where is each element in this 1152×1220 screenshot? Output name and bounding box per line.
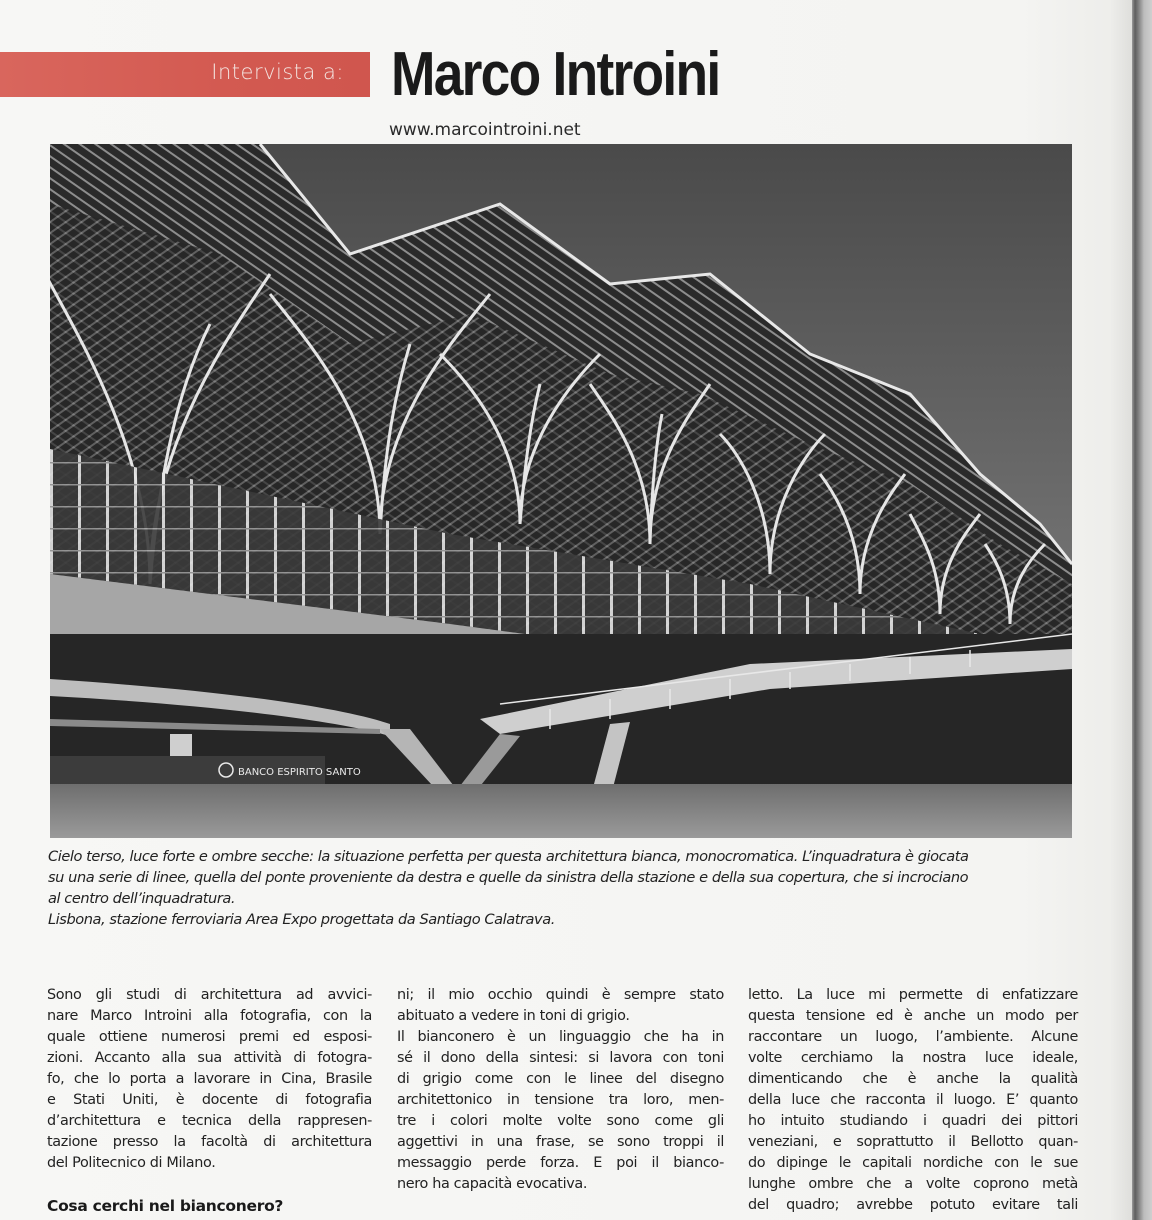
- text-line: nare Marco Introini alla fotografia, con la: [47, 1008, 372, 1024]
- article-column-3: [748, 985, 1078, 1216]
- interview-label: Intervista a:: [211, 60, 344, 84]
- plaza-ground: [50, 784, 1072, 838]
- text-line: del Politecnico di Milano.: [47, 1155, 216, 1171]
- text-line: Sono gli studi di architettura ad avvici-: [47, 987, 372, 1003]
- text-line: della luce che racconta il luogo. E’ quanto: [748, 1092, 1078, 1108]
- book-spine: [1132, 0, 1152, 1220]
- caption-location: Lisbona, stazione ferroviaria Area Expo progettata da Santiago Calatrava.: [48, 911, 555, 928]
- caption-line: su una serie di linee, quella del ponte proveniente da destra e quelle da sinistra della stazione e della sua copertura, che si incrociano: [48, 869, 969, 886]
- caption-line: Cielo terso, luce forte e ombre secche: la situazione perfetta per questa architettura bianca, monocromatica. L’inquadratura è giocata: [48, 848, 969, 865]
- page-title: Marco Introini: [391, 40, 720, 109]
- text-line: raccontare un luogo, l’ambiente. Alcune: [748, 1029, 1078, 1045]
- text-line: lunghe ombre che a volte coprono metà: [748, 1176, 1078, 1192]
- station-photo: [50, 144, 1072, 838]
- text-line: veneziani, e soprattutto il Bellotto quan-: [748, 1134, 1078, 1150]
- page-gutter-shadow: [1110, 0, 1132, 1220]
- photo-caption: [48, 846, 1088, 930]
- text-line: ni; il mio occhio quindi è sempre stato: [397, 987, 724, 1003]
- text-line: aggettivi in una frase, se sono troppi il: [397, 1134, 724, 1150]
- text-line: di grigio come con le linee del disegno: [397, 1071, 724, 1087]
- text-line: tre i colori molte volte sono come gli: [397, 1113, 724, 1129]
- text-line: zioni. Accanto alla sua attività di fotogra-: [47, 1050, 372, 1066]
- website-link[interactable]: www.marcointroini.net: [389, 120, 581, 140]
- interview-band: [0, 52, 370, 97]
- text-line: Il bianconero è un linguaggio che ha in: [397, 1029, 724, 1045]
- text-line: letto. La luce mi permette di enfatizzare: [748, 987, 1078, 1003]
- article-column-2: [397, 985, 724, 1195]
- text-line: e Stati Uniti, è docente di fotografia: [47, 1092, 372, 1108]
- interview-question: Cosa cerchi nel bianconero?: [47, 1197, 284, 1215]
- caption-line: al centro dell’inquadratura.: [48, 890, 236, 907]
- text-line: d’architettura e tecnica della rappresen-: [47, 1113, 372, 1129]
- text-line: volte cerchiamo la nostra luce ideale,: [748, 1050, 1078, 1066]
- text-line: questa tensione ed è anche un modo per: [748, 1008, 1078, 1024]
- article-column-1: [47, 985, 372, 1174]
- small-sign: [170, 734, 192, 756]
- text-line: messaggio perde forza. E poi il bianco-: [397, 1155, 724, 1171]
- text-line: del quadro; avrebbe potuto evitare tali: [748, 1197, 1078, 1213]
- text-line: quale ottiene numerosi premi ed esposi-: [47, 1029, 372, 1045]
- text-line: do dipinge le capitali nordiche con le sue: [748, 1155, 1078, 1171]
- text-line: tazione presso la facoltà di architettura: [47, 1134, 372, 1150]
- text-line: nero ha capacità evocativa.: [397, 1176, 588, 1192]
- text-line: dimenticando che è anche la qualità: [748, 1071, 1078, 1087]
- bank-sign-text: BANCO ESPIRITO SANTO: [238, 767, 361, 778]
- station-photo-illustration: [50, 144, 1072, 838]
- text-line: fo, che lo porta a lavorare in Cina, Brasile: [47, 1071, 372, 1087]
- text-line: architettonico in tensione tra loro, men-: [397, 1092, 724, 1108]
- text-line: ho intuito studiando i quadri dei pittori: [748, 1113, 1078, 1129]
- text-line: abituato a vedere in toni di grigio.: [397, 1008, 630, 1024]
- text-line: sé il dono della sintesi: si lavora con toni: [397, 1050, 724, 1066]
